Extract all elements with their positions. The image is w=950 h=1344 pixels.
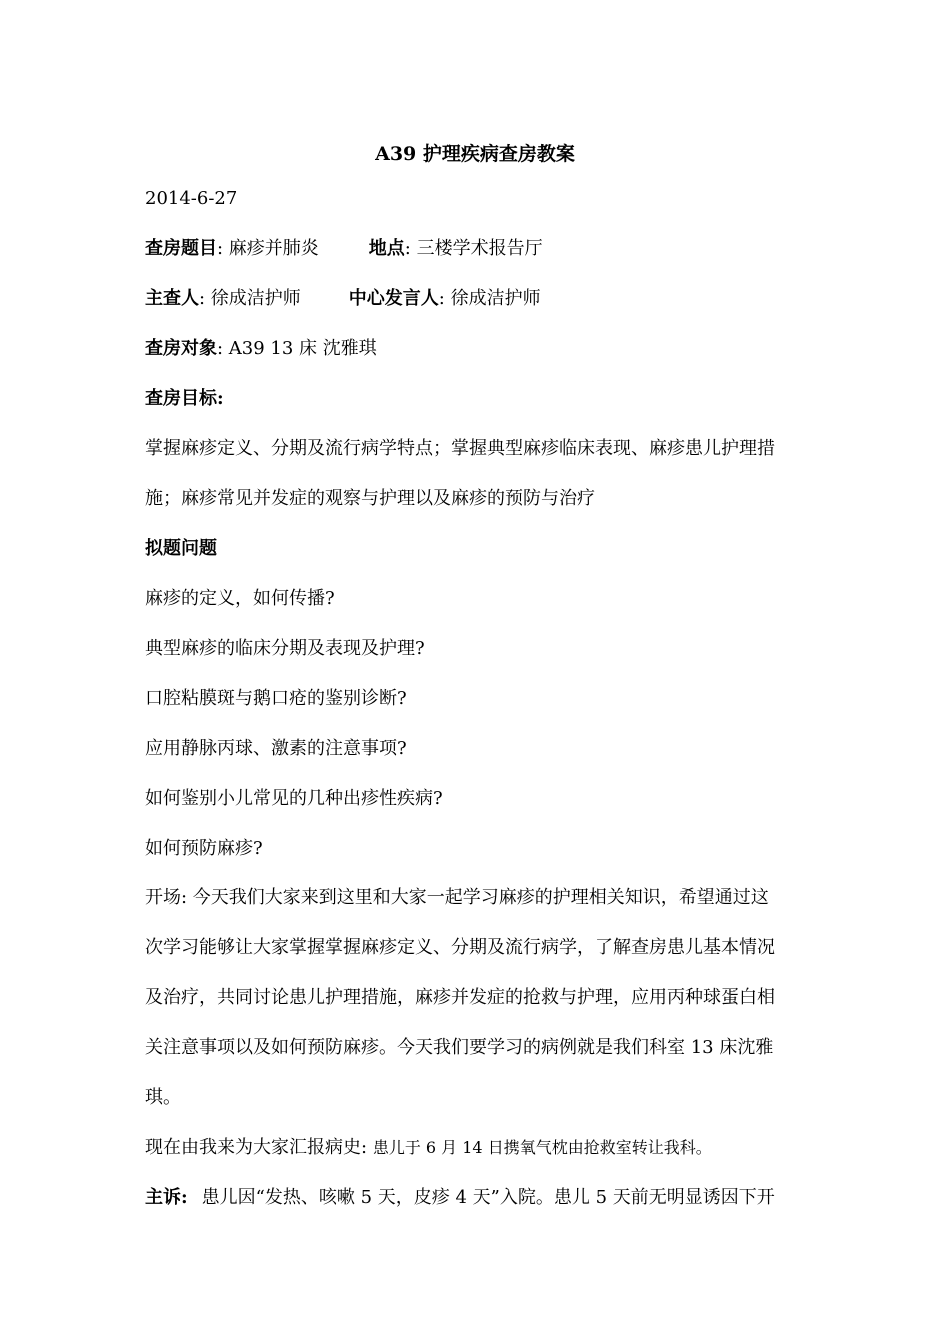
goal-line-2: 施；麻疹常见并发症的观察与护理以及麻疹的预防与治疗 xyxy=(145,488,595,509)
speaker-value: 徐成洁护师 xyxy=(450,288,541,309)
goal-line-1: 掌握麻疹定义、分期及流行病学特点；掌握典型麻疹临床表现、麻疹患儿护理措 xyxy=(145,438,775,459)
topic-label: 查房题目 xyxy=(145,238,217,259)
opening-line: 琪。 xyxy=(145,1087,181,1108)
date: 2014-6-27 xyxy=(145,188,238,209)
goal-heading: 查房目标: xyxy=(145,388,224,409)
opening-line: 及治疗，共同讨论患儿护理措施，麻疹并发症的抢救与护理，应用丙种球蛋白相 xyxy=(145,987,775,1008)
complaint-row xyxy=(145,1186,810,1210)
history-detail: 患儿于 6 月 14 日携氧气枕由抢救室转让我科。 xyxy=(372,1138,712,1157)
question-item: 如何鉴别小儿常见的几种出疹性疾病? xyxy=(145,788,443,809)
question-item: 麻疹的定义，如何传播? xyxy=(145,588,335,609)
topic-row: 查房题目: 麻疹并肺炎 地点: 三楼学术报告厅 xyxy=(145,238,543,259)
question-item: 典型麻疹的临床分期及表现及护理? xyxy=(145,638,425,659)
host-label: 主查人 xyxy=(145,288,199,309)
subject-label: 查房对象 xyxy=(145,338,217,359)
subject-value: A39 13 床 沈雅琪 xyxy=(228,338,377,359)
questions-heading: 拟题问题 xyxy=(145,538,217,559)
host-row: 主查人: 徐成洁护师 中心发言人: 徐成洁护师 xyxy=(145,288,541,309)
opening-line: 开场: 今天我们大家来到这里和大家一起学习麻疹的护理相关知识，希望通过这 xyxy=(145,887,769,908)
question-item: 应用静脉丙球、激素的注意事项? xyxy=(145,738,407,759)
complaint-label: 主诉: xyxy=(145,1187,188,1208)
opening-line: 关注意事项以及如何预防麻疹。今天我们要学习的病例就是我们科室 13 床沈雅 xyxy=(145,1037,774,1058)
document-title: A39 护理疾病查房教案 xyxy=(375,143,575,165)
opening-line: 次学习能够让大家掌握掌握麻疹定义、分期及流行病学，了解查房患儿基本情况 xyxy=(145,937,775,958)
history-intro: 现在由我来为大家汇报病史: xyxy=(145,1137,368,1158)
subject-row: 查房对象: A39 13 床 沈雅琪 xyxy=(145,338,377,359)
question-item: 如何预防麻疹? xyxy=(145,838,263,859)
history-row xyxy=(145,1136,810,1160)
place-value: 三楼学术报告厅 xyxy=(416,238,543,259)
complaint-text: 患儿因“发热、咳嗽 5 天，皮疹 4 天”入院。患儿 5 天前无明显诱因下开 xyxy=(201,1187,775,1208)
topic-value: 麻疹并肺炎 xyxy=(228,238,319,259)
host-value: 徐成洁护师 xyxy=(210,288,301,309)
speaker-label: 中心发言人 xyxy=(348,288,439,309)
place-label: 地点 xyxy=(368,238,405,259)
question-item: 口腔粘膜斑与鹅口疮的鉴别诊断? xyxy=(145,688,407,709)
